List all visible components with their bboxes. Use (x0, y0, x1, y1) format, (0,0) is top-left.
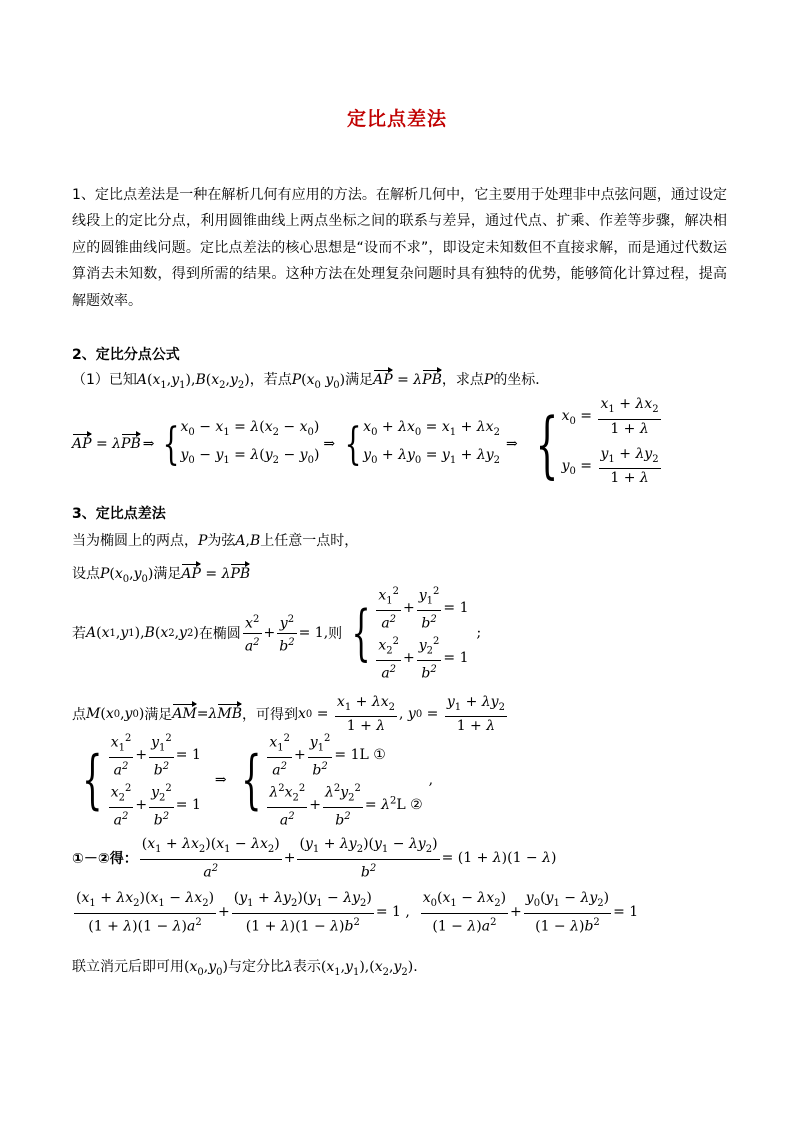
section3-heading: 3、定比点差法 (72, 506, 166, 522)
intro-paragraph: 1、定比点差法是一种在解析几何有应用的方法。在解析几何中，它主要用于处理非中点弦问题，通过设定线段上的定比分点，利用圆锥曲线上两点坐标之间的联系与差异，通过代点、扩乘、作差等步骤，解决相应的圆锥曲线问题。定比点差法的核心思想是“设而不求”，即设定未知数但不直接求解，而是通过代数运算消去未知数，得到所需的结果。这种方法在处理复杂问题时具有独特的优势，能够简化计算过程，提高解题效率。 (72, 187, 727, 309)
section3-difference: ①－②得： $\frac{(x_1 + \lambda x_2)(x_1 - \lambda x_2)}{a^2}$ + $\frac{(y_1 + \lambda y_2)(y_1 - \lambda y_2)}{b^2}$ = (1 + λ)(1 − λ) (72, 835, 557, 881)
section3-line2: 设点$P(x_0,y_0)$满足AP = λPB (72, 566, 251, 585)
section3-conclusion: 联立消元后即可用$(x_0,y_0)$与定分比λ表示$(x_1,y_1),(x_2,y_2)$. (72, 959, 418, 978)
section2-derivation: AP = λ PB ⇒ { $x_0 - x_1 = \lambda(x_2 - x_0)$ $y_0 - y_1 = \lambda(y_2 - y_0)$ ⇒ { $x_0 + \lambda x_0 = x_1 + \lambda x_2$ $y_0 + \lambda y_0 = y_1 + \lambda y_2$ ⇒ { $x_0$ = $\frac{x_1 + \lambda x_2}{1 + \lambda}$ $y_0$ = $\frac{y_1 + \lambda y_2}{1 + \lambda}$ (72, 395, 659, 487)
section3-line3: 若 A ( x 1 , y 1 ), B ( x 2 , y 2 ) 在椭圆 $\frac{x^2}{a^2}$ + $\frac{y^2}{b^2}$ = 1, 则 { $\frac{x_1^2}{a^2}$ + $\frac{y_1^2}{b^2}$ = 1 $\frac{x_2^2}{a^2}$ + $\frac{y_2^2}{b^2}$ = 1 ; (72, 594, 481, 672)
section3-line4: 点 M ( x 0 , y 0 ) 满足 AM = λ MB ，可得到 x 0 = $\frac{x_1 + \lambda x_2}{1 + \lambda}$ , y 0 = $\frac{y_1 + \lambda y_2}{1 + \lambda}$ (72, 693, 505, 735)
section2-heading: 2、定比分点公式 (72, 347, 180, 363)
section2-question: （1）已知$A(x_1,y_1),B(x_2,y_2)$，若点$P(x_0$ $y_0$)满足AP = λPB，求点P的坐标． (72, 372, 550, 391)
page-title: 定比点差法 (346, 108, 447, 130)
section3-line1: 当为椭圆上的两点，P为弦A,B上任意一点时， (72, 533, 359, 549)
section3-system: { $\frac{x_1^2}{a^2}$ + $\frac{y_1^2}{b^2}$ = 1 $\frac{x_2^2}{a^2}$ + $\frac{y_2^2}{b^2}$ = 1 ⇒ { $\frac{x_1^2}{a^2}$ + $\frac{y_1^2}{b^2}$ = 1L ① $\frac{\lambda^2x_2^2}{a^2}$ + $\frac{\lambda^2y_2^2}{b^2}$ = $\lambda^2L$ ② , (72, 740, 433, 820)
section3-normalized: $\frac{(x_1 + \lambda x_2)(x_1 - \lambda x_2)}{(1 + \lambda)(1 - \lambda)a^2}$ + $\frac{(y_1 + \lambda y_2)(y_1 - \lambda y_2)}{(1 + \lambda)(1 - \lambda)b^2}$ = 1 , $\frac{x_0(x_1 - \lambda x_2)}{(1 - \lambda)a^2}$ + $\frac{y_0(y_1 - \lambda y_2)}{(1 - \lambda)b^2}$ = 1 (76, 889, 639, 935)
